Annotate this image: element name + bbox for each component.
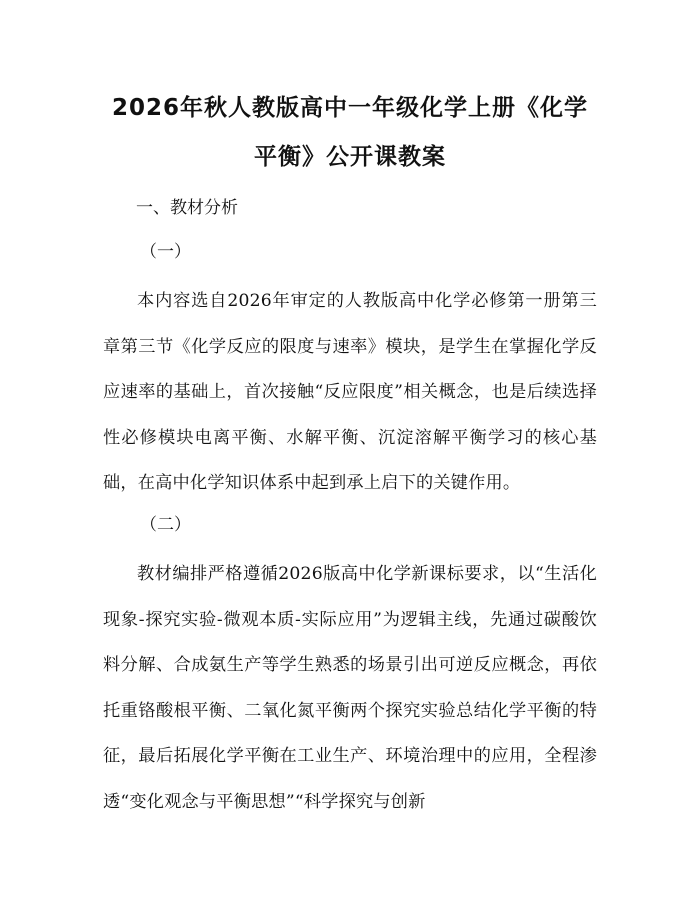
paragraph-2: 教材编排严格遵循2026版高中化学新课标要求，以“生活化现象-探究实验-微观本质-实际应用”为逻辑主线，先通过碳酸饮料分解、合成氨生产等学生熟悉的场景引出可逆反应概念，再依托重铬酸根平衡、二氧化氮平衡两个探究实验总结化学平衡的特征，最后拓展化学平衡在工业生产、环境治理中的应用，全程渗透“变化观念与平衡思想”“科学探究与创新 — [103, 564, 597, 812]
paragraph-1: 本内容选自2026年审定的人教版高中化学必修第一册第三章第三节《化学反应的限度与速率》模块，是学生在掌握化学反应速率的基础上，首次接触“反应限度”相关概念，也是后续选择性必修模块电离平衡、水解平衡、沉淀溶解平衡学习的核心基础，在高中化学知识体系中起到承上启下的关键作用。 — [103, 291, 597, 493]
document-title-line-1: 2026年秋人教版高中一年级化学上册《化学 — [111, 95, 588, 121]
section-heading-textbook-analysis: 一、教材分析 — [136, 198, 238, 218]
subsection-label-2: （二） — [140, 515, 191, 535]
subsection-label-1: （一） — [140, 242, 191, 262]
document-title-line-2: 平衡》公开课教案 — [254, 144, 446, 170]
